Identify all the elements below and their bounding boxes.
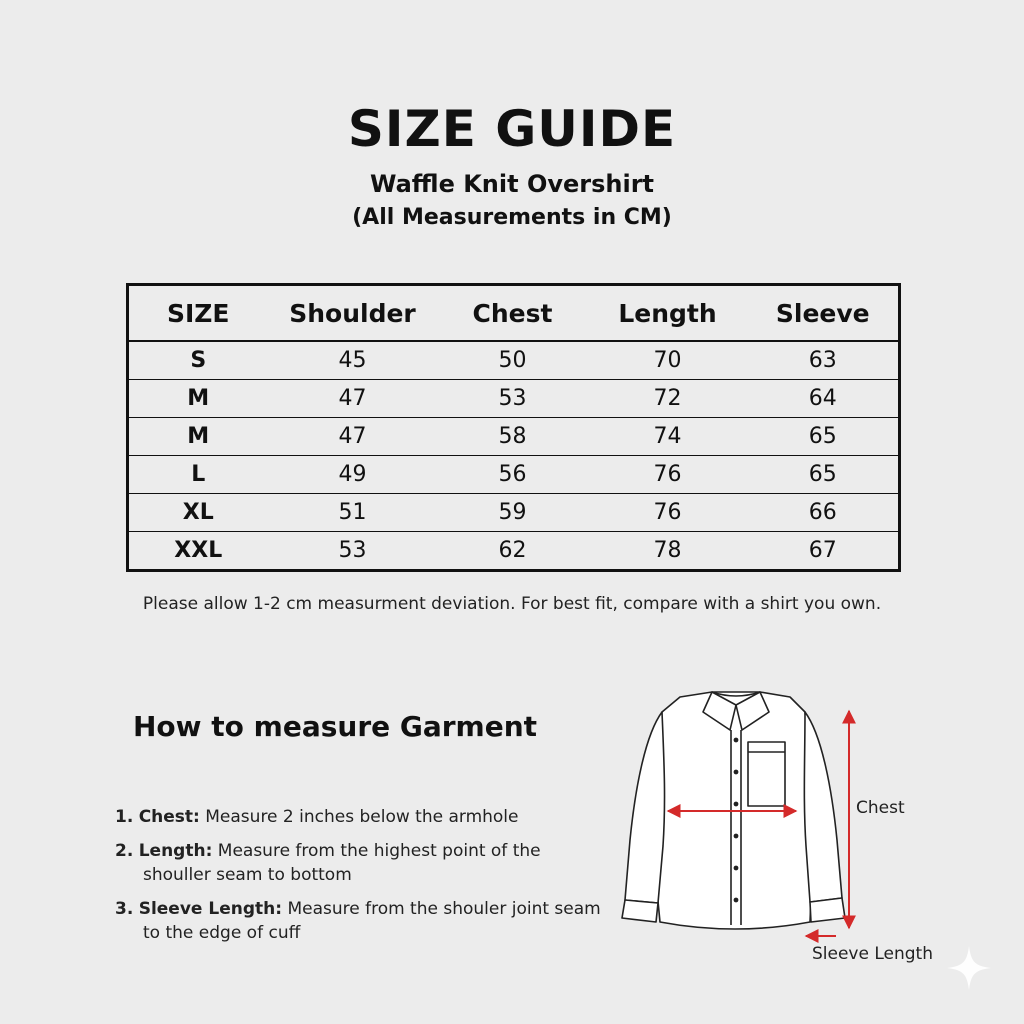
sleeve-cell: 65	[748, 418, 900, 456]
length-cell: 74	[588, 418, 748, 456]
size-cell: S	[128, 341, 268, 380]
page-title: SIZE GUIDE	[347, 100, 677, 158]
sparkle-icon	[945, 944, 993, 992]
table-row	[128, 418, 900, 456]
size-cell: M	[128, 418, 268, 456]
step-text: Measure from the highest point of the	[217, 841, 541, 861]
list-item	[115, 897, 615, 945]
step-number: 2.	[115, 841, 134, 861]
shoulder-cell: 47	[268, 380, 438, 418]
chest-cell: 58	[438, 418, 588, 456]
sleeve-cell: 66	[748, 494, 900, 532]
sleeve-cell: 64	[748, 380, 900, 418]
table-row	[128, 341, 900, 380]
chest-cell: 50	[438, 341, 588, 380]
size-cell: L	[128, 456, 268, 494]
chest-cell: 56	[438, 456, 588, 494]
chest-cell: 53	[438, 380, 588, 418]
column-header-chest: Chest	[438, 285, 588, 342]
sleeve-cell: 65	[748, 456, 900, 494]
shoulder-cell: 47	[268, 418, 438, 456]
deviation-note: Please allow 1-2 cm measurment deviation. For best fit, compare with a shirt you own.	[142, 594, 882, 614]
length-cell: 76	[588, 494, 748, 532]
table-row	[128, 494, 900, 532]
list-item	[115, 839, 615, 887]
sleeve-cell: 63	[748, 341, 900, 380]
sleeve-length-label: Sleeve Length	[812, 944, 933, 964]
size-table	[126, 283, 901, 572]
measure-steps	[115, 805, 615, 955]
step-label: Sleeve Length:	[138, 899, 283, 919]
step-label: Chest:	[138, 807, 200, 827]
shoulder-cell: 49	[268, 456, 438, 494]
chest-cell: 62	[498, 538, 527, 563]
step-label: Length:	[138, 841, 213, 861]
length-cell: 76	[588, 456, 748, 494]
step-number: 1.	[115, 807, 134, 827]
table-row	[128, 532, 900, 571]
step-number: 3.	[115, 899, 134, 919]
table-header-row	[128, 285, 900, 342]
size-cell: XXL	[174, 538, 223, 563]
size-cell: M	[128, 380, 268, 418]
length-cell: 78	[653, 538, 682, 563]
table-row	[128, 456, 900, 494]
step-text: Measure 2 inches below the armhole	[205, 807, 519, 827]
column-header-length: Length	[588, 285, 748, 342]
units-note: (All Measurements in CM)	[352, 205, 672, 230]
step-text: Measure from the shouler joint seam	[287, 899, 601, 919]
howto-title: How to measure Garment	[133, 710, 538, 743]
column-header-size: SIZE	[128, 285, 268, 342]
step-text-continued: to the edge of cuff	[143, 923, 301, 943]
length-cell: 70	[588, 341, 748, 380]
step-text-continued: shouller seam to bottom	[143, 865, 352, 885]
product-name: Waffle Knit Overshirt	[369, 170, 655, 198]
sleeve-cell: 67	[808, 538, 837, 563]
column-header-shoulder: Shoulder	[268, 285, 438, 342]
chest-label: Chest	[856, 798, 905, 818]
length-cell: 72	[588, 380, 748, 418]
shoulder-cell: 51	[268, 494, 438, 532]
shoulder-cell: 53	[338, 538, 367, 563]
size-cell: XL	[128, 494, 268, 532]
chest-cell: 59	[438, 494, 588, 532]
list-item	[115, 805, 615, 829]
table-row	[128, 380, 900, 418]
shoulder-cell: 45	[268, 341, 438, 380]
column-header-sleeve: Sleeve	[748, 285, 900, 342]
